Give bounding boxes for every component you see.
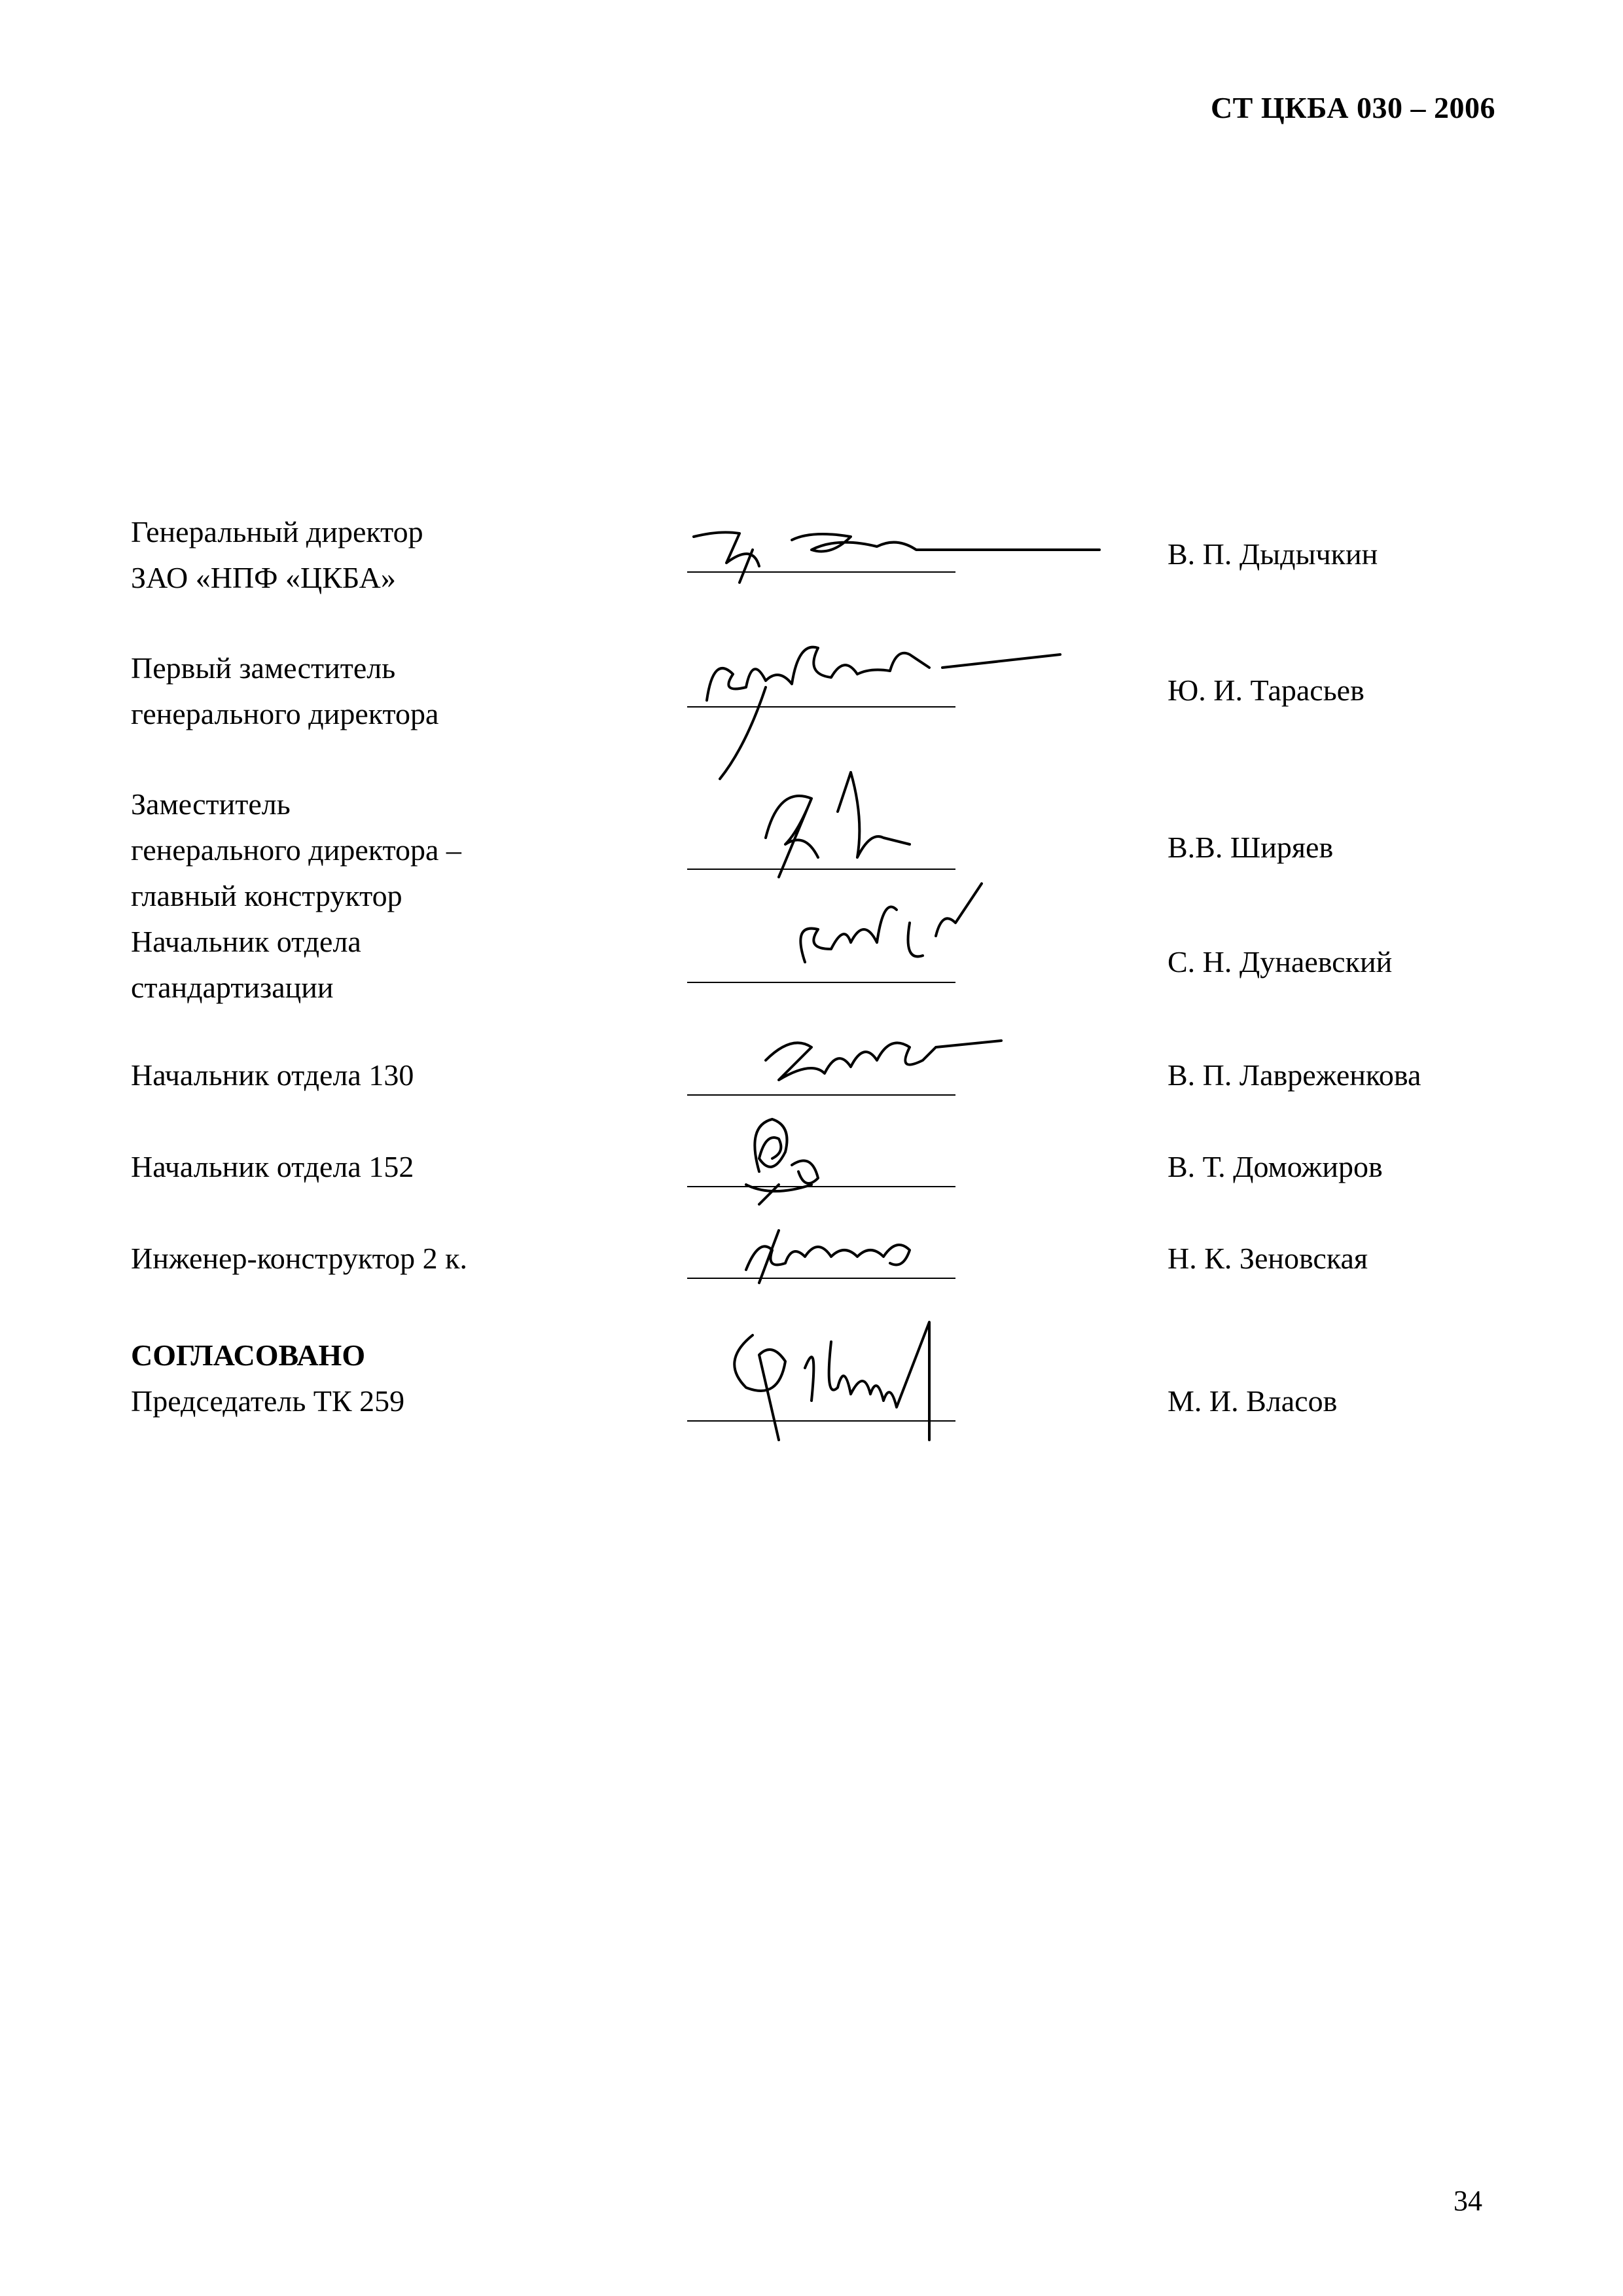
position-line: генерального директора – [131,833,461,867]
position-line: Заместитель [131,787,291,821]
signer-name: М. И. Власов [1168,1384,1338,1418]
position-line: ЗАО «НПФ «ЦКБА» [131,561,396,594]
signer-name: В. П. Дыдычкин [1168,537,1378,571]
signature-mark [753,1021,1014,1093]
signatory-position [131,1236,467,1282]
position-line: Начальник отдела 130 [131,1058,414,1092]
signer-name: В. П. Лавреженкова [1168,1058,1421,1092]
approval-block [131,1333,404,1424]
signature-mark [740,759,936,890]
position-line: Начальник отдела [131,925,361,958]
approval-heading: СОГЛАСОВАНО [131,1338,366,1372]
signer-name: В. Т. Доможиров [1168,1150,1383,1183]
position-line: Генеральный директор [131,515,423,548]
signature-mark [707,1283,969,1453]
signer-name: В.В. Ширяев [1168,831,1334,864]
signature-mark [720,1211,942,1289]
signatory-position [131,1144,414,1190]
position-line: Начальник отдела 152 [131,1150,414,1183]
position-line: генерального директора [131,697,439,730]
signatory-position [131,645,438,737]
signature-mark [779,884,988,988]
signatory-position [131,919,361,1011]
signer-name: Н. К. Зеновская [1168,1242,1368,1275]
position-line: Инженер-конструктор 2 к. [131,1242,467,1275]
signature-mark [681,511,1099,589]
page-number: 34 [1454,2185,1482,2217]
position-line: Первый заместитель [131,651,396,685]
signatory-position [131,1052,414,1098]
signatory-position [131,509,423,601]
document-header: СТ ЦКБА 030 – 2006 [1210,91,1495,124]
signer-name: Ю. И. Тарасьев [1168,673,1364,707]
signer-name: С. Н. Дунаевский [1168,945,1393,978]
position-line: стандартизации [131,971,334,1004]
signature-mark [720,1086,890,1211]
approval-position: Председатель ТК 259 [131,1384,405,1418]
signatory-position [131,781,461,919]
position-line: главный конструктор [131,879,402,912]
